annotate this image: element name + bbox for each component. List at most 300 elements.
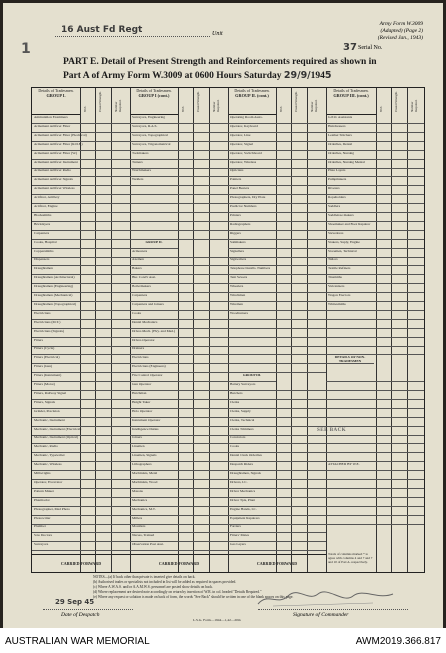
serial-handwritten: 37 [343, 42, 357, 53]
col4-trade-label: Orderlies, Nursing Mental [328, 159, 365, 164]
archive-name: AUSTRALIAN WAR MEMORIAL [5, 636, 150, 647]
col1-trade-label: Draughtsmen (Mechanical) [34, 293, 73, 297]
col1-trade-label: Pharmacist [34, 497, 50, 502]
col2-row [130, 462, 228, 471]
col1-row [32, 320, 130, 329]
col2-trade-label: Carpenters and Joiners [132, 301, 164, 306]
col1-trade-label: Draughtsmen [34, 266, 53, 271]
col1-row [32, 151, 130, 160]
col2-trade-label: Driver-Operator [132, 337, 155, 342]
col1-row [32, 293, 130, 302]
col2-row [130, 427, 228, 436]
col4-row [326, 133, 424, 142]
col2-trade-label: Height Taker [132, 399, 151, 404]
col4-trade-label: Whitesmiths [328, 301, 346, 306]
col3-trade-label: Operator, Line [230, 132, 251, 137]
col3-trade-label: Riggers [230, 230, 241, 235]
col4-row [326, 444, 424, 453]
col2-row [130, 346, 228, 355]
col4-row [326, 160, 424, 169]
col4-trade-label: Orderlies, Dental [328, 141, 353, 146]
col1-row [32, 364, 130, 373]
col2-row [130, 293, 228, 302]
col3-trade-label: Clerks, Supply [230, 408, 251, 413]
col2-row [130, 168, 228, 177]
col4-row [326, 453, 424, 462]
col4-row [326, 222, 424, 231]
col1-row [32, 231, 130, 240]
col3-trade-label: Despatch Riders [230, 462, 254, 467]
col2-row [130, 249, 228, 258]
col3-row [228, 462, 326, 471]
col3-trade-label: Tent Sewers [230, 275, 248, 280]
col4-row [326, 329, 424, 338]
col3-row [228, 133, 326, 142]
col1-trade-label: Fitters (Electrical) [34, 355, 60, 360]
col3-row [228, 329, 326, 338]
col2-row [130, 151, 228, 160]
col2-row [130, 257, 228, 266]
strength-table [31, 87, 425, 573]
col1-trade-label: Artificer, Artillery [34, 195, 60, 200]
signature-line [258, 609, 408, 610]
form-number: Army Form W.3009 [379, 21, 423, 27]
col1-row [32, 311, 130, 320]
col2-trade-label: Instrument Operator [132, 417, 161, 422]
col4-row [326, 516, 424, 525]
col1-trade-label: Bricklayers [34, 221, 51, 226]
col2-row [130, 524, 228, 533]
col2-trade-label: Machinists, Metal [132, 471, 158, 475]
col4-row [326, 489, 424, 498]
col3-trade-label: Drivers, I.C. [230, 479, 248, 484]
col3-group-heading: GROUP III. [228, 373, 276, 382]
col4-row [326, 400, 424, 409]
col2-trade-label: Driver-Mech. (Hvy. and Med.) [132, 328, 176, 333]
col4-trade-label: Plate Layers [328, 168, 346, 173]
col3-row [228, 124, 326, 133]
col3-row [228, 160, 326, 169]
col2-row [130, 302, 228, 311]
col1-row [32, 453, 130, 462]
col3-row [228, 498, 326, 507]
col2-row [130, 391, 228, 400]
col1-row [32, 160, 130, 169]
col2-trade-label: Nurses, Trained [132, 533, 155, 538]
col2-row [130, 364, 228, 373]
col4-trade-label: Saddletree makers [328, 212, 354, 217]
col3-trade-label: Photographers, Dry Plate [230, 195, 266, 200]
col4-trade-label: Ropeholders [328, 195, 346, 200]
col3-trade-label: Driver Mechanics [230, 488, 256, 493]
col4-row [326, 418, 424, 427]
col1-row [32, 204, 130, 213]
col2-trade-label: Surveyors, Topographical [132, 132, 169, 137]
unit-handwritten: 16 Aust Fd Regt [61, 25, 143, 35]
col3-trade-label: Dental Clerk Orderlies [230, 453, 262, 458]
col2-row [130, 160, 228, 169]
col3-trade-label: Wiremen [230, 301, 243, 306]
col4-row [326, 346, 424, 355]
col1-row [32, 391, 130, 400]
col2-row [130, 204, 228, 213]
col2-trade-label: Mechanics, M.T. [132, 506, 156, 511]
col2-trade-label: Surveyors, Engineering [132, 115, 166, 119]
date-handwritten: 29/9/ [283, 70, 311, 81]
col3-row [228, 231, 326, 240]
col4-header-title: Details of Tradesmen. [333, 88, 369, 93]
col4-row [326, 231, 424, 240]
col2-trade-label: Masons [132, 488, 143, 493]
col2-row [130, 409, 228, 418]
col4-row [326, 204, 424, 213]
unit-line [55, 36, 210, 37]
col2-row [130, 222, 228, 231]
col1-trade-label: Mechanic, Instrument (Electrical) [34, 426, 82, 431]
col3-trade-label: Driver Tpts, Plant [230, 497, 256, 502]
col4-row [326, 195, 424, 204]
col3-row [228, 391, 326, 400]
col3-header-group: GROUP II. (cont.) [235, 93, 269, 98]
col1-trade-label: Fitters [34, 337, 43, 342]
col2-row [130, 320, 228, 329]
col1-row [32, 266, 130, 275]
col3-row [228, 275, 326, 284]
col2-trade-label: Electricians [132, 355, 149, 360]
col2-trade-label: Turners [132, 159, 143, 164]
col4-row [326, 124, 424, 133]
col4-trade-label: Riveters [328, 186, 340, 191]
col2-trade-label: Surveyors, Trigonometrical [132, 141, 171, 146]
col4-row [326, 186, 424, 195]
col3-trade-label: Operator, Wireless [230, 159, 257, 164]
col3-header-title: Details of Tradesmen. [234, 88, 270, 93]
col1-row [32, 249, 130, 258]
col1-header-title: Details of Tradesmen. [38, 88, 74, 93]
col3-trade-label: Operator, Keyboard [230, 123, 258, 128]
col1-trade-label: Millwrights [34, 471, 51, 475]
col1-row [32, 195, 130, 204]
col4-header [326, 88, 376, 115]
col3-trade-label: Cooks [230, 444, 239, 449]
col1-trade-label: Photographer, Med Photo [34, 506, 70, 511]
col2-row [130, 124, 228, 133]
col4-row [326, 462, 424, 471]
col1-trade-label: Armament Artificer Wireless [34, 186, 75, 191]
col1-row [32, 409, 130, 418]
col1-trade-label: Mechanic, Instrument [34, 417, 65, 422]
col4-row [326, 284, 424, 293]
commander-signature [253, 588, 403, 610]
col1-row [32, 427, 130, 436]
col3-trade-label: Predictor Numbers [230, 204, 257, 208]
col1-trade-label: Electricians [34, 310, 51, 315]
col4-group-heading: DETAILS OF NON-TRADESMEN [326, 355, 374, 364]
col2-row [130, 213, 228, 222]
col1-trade-label: Armament Artificer Instrument [34, 159, 78, 164]
col2-row [130, 507, 228, 516]
note-e: (e) Where any request or solution is made on back of form, the words "See Back" should be written in one of the blank spaces on this page. [93, 595, 294, 599]
col3-row [228, 186, 326, 195]
col1-trade-label: Pattern Maker [34, 488, 54, 493]
col1-trade-label: Fitters (Motor) [34, 382, 55, 386]
footer-form-number: L.S.G. Form—1944—1,42—20m [193, 618, 241, 622]
col1-trade-label: Fitters (Cycle) [34, 346, 55, 351]
note-a: NOTES—(a) If back other than private is inserted give details on back. [93, 575, 196, 579]
col2-trade-label: Welders [132, 177, 144, 182]
col1-row [32, 533, 130, 542]
col3-row [228, 195, 326, 204]
col3-row [228, 524, 326, 533]
col2-required: Number Required. [212, 99, 220, 112]
title-text: Detail of Present Strength and Reinforcements required as shown in Part A of Army Form W.3009 at 0600 Hours Saturday [63, 57, 377, 81]
col3-row [228, 516, 326, 525]
col1-trade-label: Armament Artificer Fitter [34, 123, 71, 128]
col3-we: W.E. [279, 105, 283, 112]
col4-row [326, 320, 424, 329]
col3-row [228, 293, 326, 302]
col3-row [228, 249, 326, 258]
col4-row [326, 115, 424, 124]
col4-trade-label: Saddlers [328, 204, 341, 208]
col3-required: Number Required. [310, 99, 318, 112]
col4-row [326, 507, 424, 516]
col2-row [130, 533, 228, 542]
col4-row [326, 373, 424, 382]
col2-row [130, 498, 228, 507]
col2-row [130, 382, 228, 391]
col2-row [130, 284, 228, 293]
col3-row [228, 471, 326, 480]
col2-row [130, 480, 228, 489]
col4-trade-label: Tailors [328, 257, 338, 262]
col3-trade-label: Printers [230, 212, 241, 217]
col1-trade-label: Dispensers [34, 257, 50, 262]
col2-row [130, 266, 228, 275]
col2-trade-label: Cooks [132, 310, 141, 315]
col2-trade-label: Millers [132, 515, 143, 520]
col1-trade-label: Armament Artificer Signals [34, 177, 73, 182]
year-prefix: 194 [310, 71, 325, 81]
col3-trade-label: Winchmen [230, 293, 246, 297]
col2-trade-label: Bakers [132, 266, 142, 271]
col4-row [326, 213, 424, 222]
col2-row [130, 444, 228, 453]
col3-row [228, 213, 326, 222]
col4-trade-label: Tinsmiths [328, 275, 342, 280]
col3-trade-label: Fitters' Mates [230, 533, 250, 538]
col4-row [326, 382, 424, 391]
col2-trade-label: Armourers [132, 248, 148, 253]
col1-trade-label: Electricians (M.T.) [34, 319, 61, 324]
col3-row [228, 151, 326, 160]
note-d: (d) Where replacement are desired note accordingly on return by insertion of W.R. in col. headed "Details Required." [93, 590, 262, 594]
col3-row [228, 142, 326, 151]
col1-row [32, 435, 130, 444]
col1-trade-label: Electricians (Signals) [34, 328, 65, 333]
col2-trade-label: Linemen [132, 444, 145, 449]
col2-trade-label: Drainers [132, 346, 145, 351]
col4-row [326, 168, 424, 177]
col4-trade-label: Shoemaker and Boot Repairer [328, 221, 371, 226]
col1-row [32, 471, 130, 480]
col2-trade-label: Mechanics [132, 497, 148, 502]
col1-row [32, 400, 130, 409]
col3-trade-label: Butchers [230, 390, 243, 395]
col1-row [32, 177, 130, 186]
col3-row [228, 453, 326, 462]
col2-trade-label: Watchmakers [132, 168, 151, 173]
col1-posted: Posted Strength. [98, 91, 102, 112]
col1-row [32, 462, 130, 471]
col4-header-group: GROUP III. (cont.) [333, 93, 369, 98]
col1-row [32, 329, 130, 338]
signature-label: Signature of Commander [293, 612, 349, 618]
col2-row [130, 435, 228, 444]
col2-trade-label: Electricians (Engineers) [132, 364, 166, 369]
col3-trade-label: Battery Surveyors [230, 382, 256, 386]
col4-row [326, 177, 424, 186]
col3-row [228, 311, 326, 320]
col3-trade-label: Radiographers [230, 221, 251, 226]
col3-row [228, 240, 326, 249]
col4-trade-label: Vulcanisers [328, 284, 345, 289]
col4-trade-label: Stevedores [328, 230, 344, 235]
col1-row [32, 346, 130, 355]
col1-trade-label: Grinder, Precision [34, 408, 60, 413]
col2-row [130, 418, 228, 427]
col3-row [228, 284, 326, 293]
col1-row [32, 240, 130, 249]
col4-row [326, 311, 424, 320]
col3-trade-label: Farriers [230, 524, 241, 529]
col1-trade-label: Photowriter [34, 515, 51, 520]
col1-row [32, 373, 130, 382]
title-prefix: PART E. [63, 57, 99, 67]
col4-row [326, 275, 424, 284]
col1-trade-label: Blacksmiths [34, 212, 52, 217]
col1-trade-label: Draughtsmen (Architectural) [34, 275, 75, 280]
col1-carried-forward: CARRIED FORWARD [32, 554, 130, 573]
col3-row [228, 435, 326, 444]
col1-row [32, 444, 130, 453]
col3-row [228, 364, 326, 373]
col2-row [130, 453, 228, 462]
dispatch-date-handwritten: 29 Sep 45 [55, 598, 95, 606]
col2-header-title: Details of Tradesmen. [136, 88, 172, 93]
col1-row [32, 418, 130, 427]
col4-row [326, 391, 424, 400]
dispatch-line [43, 609, 133, 610]
col2-trade-label: Intelligence Duties [132, 426, 159, 431]
col1-row [32, 142, 130, 151]
col3-trade-label: Painters [230, 177, 242, 182]
col3-row [228, 115, 326, 124]
col4-row [326, 409, 424, 418]
col2-row [130, 275, 228, 284]
col1-trade-label: Draughtsmen (Engineering) [34, 284, 74, 289]
col1-header-group: GROUP I. [46, 93, 66, 98]
note-c: (c) Where A.W.A.S. and/or A.A.M.W.S. personnel are posted show details on back. [93, 585, 213, 589]
col4-row [326, 302, 424, 311]
col1-required: Number Required. [114, 99, 122, 112]
col3-trade-label: Wheelers [230, 284, 244, 289]
col1-trade-label: Fitters, Railway Signal [34, 390, 67, 395]
col1-trade-label: Saw Doctors [34, 533, 52, 538]
col1-row [32, 507, 130, 516]
col3-trade-label: Clerks Trimmers [230, 426, 254, 431]
col1-row [32, 516, 130, 525]
col2-trade-label: Moulders [132, 524, 146, 529]
col2-trade-label: Boilermakers [132, 284, 151, 289]
col2-trade-label: Surveyors, R.A.S. [132, 123, 158, 128]
col3-trade-label: Engine Hands, I.C. [230, 506, 257, 511]
col3-trade-label: Operator, Signal [230, 141, 253, 146]
col2-trade-label: Hatchman [132, 390, 147, 395]
col3-row [228, 257, 326, 266]
col1-trade-label: Carpenters [34, 230, 50, 235]
col2-header [130, 88, 178, 115]
col2-row [130, 516, 228, 525]
col1-row [32, 382, 130, 391]
col3-row [228, 346, 326, 355]
col4-trade-label: Wagon Erectors [328, 293, 351, 297]
col3-row [228, 489, 326, 498]
col4-row [326, 266, 424, 275]
col1-row [32, 524, 130, 533]
archive-id: AWM2019.366.817 [355, 636, 441, 647]
col4-we: W.E. [379, 105, 383, 112]
col2-row [130, 195, 228, 204]
col2-posted: Posted Strength. [196, 91, 200, 112]
col3-row [228, 480, 326, 489]
col1-row [32, 284, 130, 293]
col3-trade-label: Clerks [230, 399, 240, 404]
col1-row [32, 124, 130, 133]
col2-row [130, 400, 228, 409]
col1-row [32, 275, 130, 284]
form-number-block [333, 21, 423, 42]
col3-carried-forward: CARRIED FORWARD [228, 554, 326, 573]
col3-row [228, 418, 326, 427]
col2-row [130, 311, 228, 320]
col1-row [32, 186, 130, 195]
col1-row [32, 498, 130, 507]
col1-row [32, 542, 130, 551]
col4-row [326, 427, 424, 436]
col2-row [130, 231, 228, 240]
col2-we: W.E. [181, 105, 185, 112]
col1-trade-label: Armament Artificer Fitter (W.) [34, 150, 78, 155]
col4-row [326, 293, 424, 302]
col4-trade-label: Storemen, Technical [328, 248, 357, 253]
col2-trade-label: Axemen [132, 257, 144, 262]
col3-trade-label: Operating Room Assts. [230, 115, 263, 119]
col3-trade-label: Sailmakers [230, 239, 246, 244]
col2-header-group: GROUP I (cont.) [138, 93, 170, 98]
col2-trade-label: Linemen, Signals [132, 453, 157, 458]
form-note-1: (Adapted) (Page 2) [380, 28, 423, 34]
col3-trade-label: Telephone Installs. Numbers [230, 266, 271, 271]
col4-trade-label: Leather Stitchers [328, 132, 352, 137]
col2-trade-label: Machinists, Wood [132, 479, 158, 484]
col1-trade-label: Cooks, Hospital [34, 239, 57, 244]
col1-trade-label: Armament Artificer Fitter (R.D.F.) [34, 141, 83, 146]
col3-row [228, 409, 326, 418]
archive-footer [0, 628, 446, 653]
col3-row [228, 302, 326, 311]
form-note-2: (Revised Jan., 1943) [377, 35, 423, 41]
